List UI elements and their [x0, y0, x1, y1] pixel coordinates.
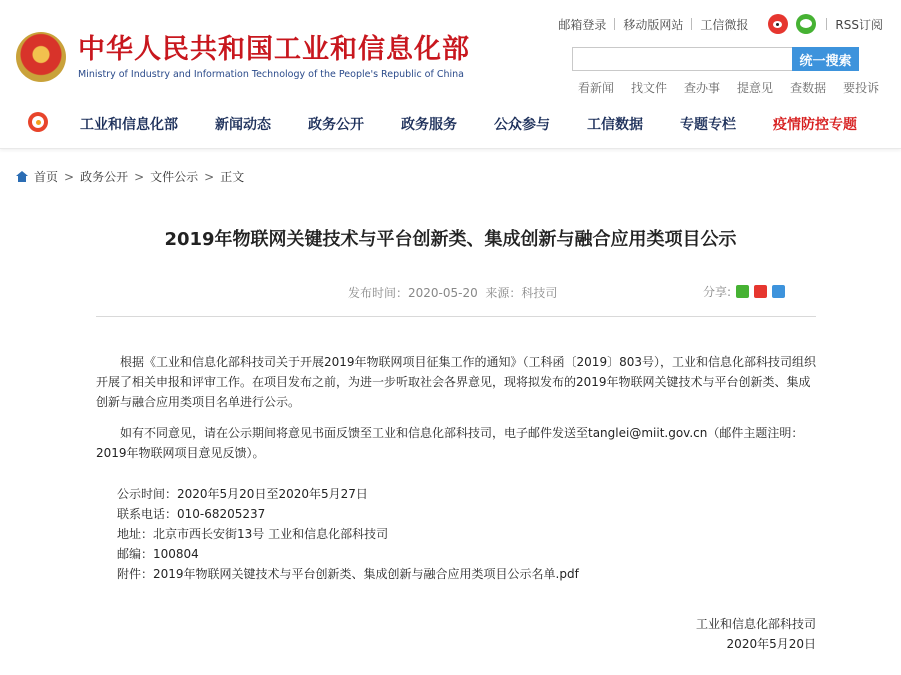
- article-meta: 发布时间：2020-05-20 来源：科技司: [348, 286, 558, 300]
- article-title: 2019年物联网关键技术与平台创新类、集成创新与融合应用类项目公示: [164, 229, 737, 250]
- nav-item-participation[interactable]: 公众参与: [494, 117, 550, 133]
- share-label: 分享:: [703, 285, 732, 299]
- site-logo[interactable]: [16, 32, 470, 82]
- nav-item-services[interactable]: 政务服务: [401, 117, 457, 133]
- weibo-share-icon[interactable]: [754, 285, 767, 298]
- main-nav: [0, 98, 901, 149]
- mobile-site-link[interactable]: 移动版网站: [623, 17, 684, 32]
- signature: 工业和信息化部科技司: [695, 617, 816, 631]
- mail-login-link[interactable]: 邮箱登录: [558, 17, 607, 32]
- breadcrumb-files[interactable]: 文件公示: [150, 170, 199, 184]
- nav-item-news[interactable]: 新闻动态: [215, 117, 271, 133]
- breadcrumb: [16, 168, 244, 185]
- logo-english: Ministry of Industry and Information Technology of the People's Republic of China: [78, 68, 464, 80]
- info-phone: 联系电话：010-68205237: [117, 507, 266, 521]
- article-body: [96, 352, 816, 584]
- nav-item-epidemic[interactable]: 疫情防控专题: [773, 117, 857, 133]
- quick-link-files[interactable]: 找文件: [631, 81, 668, 95]
- signature-date: 2020年5月20日: [726, 637, 816, 651]
- breadcrumb-home[interactable]: 首页: [34, 170, 59, 184]
- quick-link-news[interactable]: 看新闻: [578, 81, 615, 95]
- wechat-share-icon[interactable]: [736, 285, 749, 298]
- breadcrumb-current: 正文: [220, 170, 245, 184]
- top-links: [550, 12, 891, 36]
- chevron-right-icon: >: [64, 169, 75, 184]
- logo-chinese: 中华人民共和国工业和信息化部: [78, 33, 470, 65]
- search-box: [572, 47, 859, 71]
- quick-links: [578, 79, 879, 96]
- national-emblem-icon: [16, 32, 66, 82]
- social-icons: [756, 14, 826, 34]
- title-divider: [96, 316, 816, 317]
- search-button[interactable]: 统一搜索: [792, 47, 859, 71]
- weibo-icon[interactable]: [768, 14, 788, 34]
- info-postcode: 邮编：100804: [117, 547, 199, 561]
- search-input[interactable]: [572, 47, 792, 71]
- nav-item-data[interactable]: 工信数据: [587, 117, 643, 133]
- quick-link-feedback[interactable]: 提意见: [737, 81, 774, 95]
- qq-share-icon[interactable]: [772, 285, 785, 298]
- weibao-link[interactable]: 工信微报: [700, 17, 749, 32]
- logo-text: [78, 35, 470, 80]
- breadcrumb-affairs[interactable]: 政务公开: [80, 170, 129, 184]
- chevron-right-icon: >: [204, 169, 215, 184]
- nav-item-topics[interactable]: 专题专栏: [680, 117, 736, 133]
- paragraph: 如有不同意见，请在公示期间将意见书面反馈至工业和信息化部科技司，电子邮件发送至tanglei@miit.gov.cn（邮件主题注明：2019年物联网项目意见反馈）。: [96, 426, 804, 460]
- ministry-logo-icon: [28, 112, 48, 132]
- info-list: [96, 484, 816, 584]
- paragraph: 根据《工业和信息化部科技司关于开展2019年物联网项目征集工作的通知》（工科函〔2019〕803号），工业和信息化部科技司组织开展了相关申报和评审工作。在项目发布之前，为进一步听取社会各界意见，现将拟发布的2019年物联网关键技术与平台创新类、集成创新与融合应用类项目名单进行公示。: [96, 355, 816, 409]
- info-period: 公示时间：2020年5月20日至2020年5月27日: [117, 487, 368, 501]
- share-bar: [703, 283, 785, 300]
- home-icon: [16, 171, 28, 182]
- wechat-icon[interactable]: [796, 14, 816, 34]
- quick-link-data[interactable]: 查数据: [790, 81, 827, 95]
- info-attachment[interactable]: 附件：2019年物联网关键技术与平台创新类、集成创新与融合应用类项目公示名单.pdf: [117, 567, 579, 581]
- nav-item-ministry[interactable]: 工业和信息化部: [80, 117, 178, 133]
- signature-block: [696, 614, 816, 654]
- chevron-right-icon: >: [134, 169, 145, 184]
- rss-link[interactable]: RSS订阅: [835, 17, 883, 32]
- info-address: 地址：北京市西长安街13号 工业和信息化部科技司: [117, 527, 389, 541]
- nav-item-affairs[interactable]: 政务公开: [308, 117, 364, 133]
- quick-link-services[interactable]: 查办事: [684, 81, 721, 95]
- quick-link-complaint[interactable]: 要投诉: [843, 81, 880, 95]
